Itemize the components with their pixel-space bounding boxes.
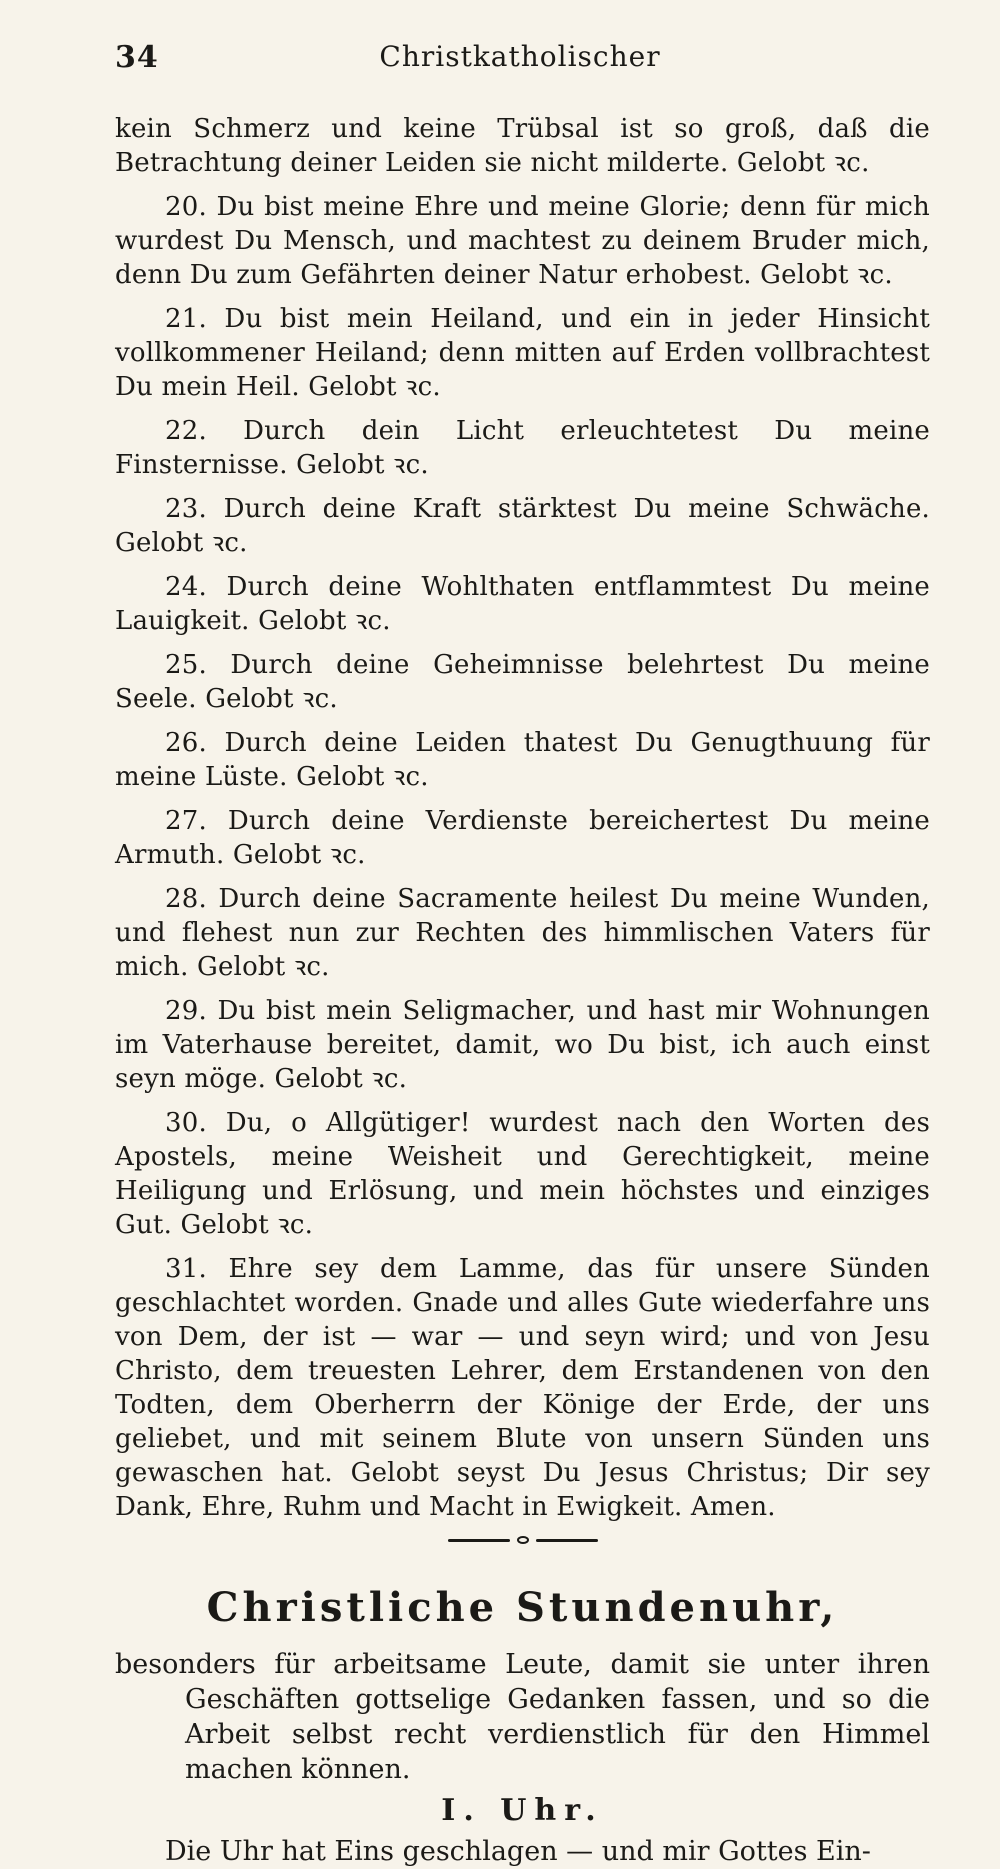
page-number: 34 [115, 40, 159, 75]
paragraph-30: 30. Du, o Allgütiger! wurdest nach den Worten des Apostels, meine Weisheit und Gerechtigkeit, meine Heiligung und Erlösung, und mein höchstes und einziges Gut. Gelobt ꝛc. [115, 1108, 930, 1240]
divider-ornament [517, 1536, 529, 1544]
paragraph-23: 23. Durch deine Kraft stärktest Du meine Schwäche. Gelobt ꝛc. [115, 494, 930, 558]
paragraph-21: 21. Du bist mein Heiland, und ein in jeder Hinsicht vollkommener Heiland; denn mitten auf Erden vollbrachtest Du mein Heil. Gelobt ꝛc. [115, 304, 930, 402]
paragraph-28: 28. Durch deine Sacramente heilest Du meine Wunden, und flehest nun zur Rechten des himmlischen Vaters für mich. Gelobt ꝛc. [115, 884, 930, 982]
paragraph-31: 31. Ehre sey dem Lamme, das für unsere Sünden geschlachtet worden. Gnade und alles Gute wiederfahre uns von Dem, der ist — war — und seyn wird; und von Jesu Christo, dem treuesten Lehrer, dem Erstandenen von den Todten, dem Oberherrn der Könige der Erde, der uns geliebet, und mit seinem Blute von unsern Sünden uns gewaschen hat. Gelobt seyst Du Jesus Christus; Dir sey Dank, Ehre, Ruhm und Macht in Ewigkeit. Amen. [115, 1254, 930, 1522]
paragraph-25: 25. Durch deine Geheimnisse belehrtest Du meine Seele. Gelobt ꝛc. [115, 650, 930, 714]
running-title: Christkatholischer [379, 40, 661, 73]
chapter-heading: I. Uhr. [441, 1793, 604, 1828]
paragraph-26: 26. Durch deine Leiden thatest Du Genugthuung für meine Lüste. Gelobt ꝛc. [115, 728, 930, 792]
paragraph-continuation: kein Schmerz und keine Trübsal ist so groß, daß die Betrachtung deiner Leiden sie nicht milderte. Gelobt ꝛc. [115, 114, 930, 178]
divider-rule-right [536, 1539, 598, 1542]
paragraph-24: 24. Durch deine Wohlthaten entflammtest Du meine Lauigkeit. Gelobt ꝛc. [115, 572, 930, 636]
paragraph-22: 22. Durch dein Licht erleuchtetest Du meine Finsternisse. Gelobt ꝛc. [115, 416, 930, 480]
paragraph-29: 29. Du bist mein Seligmacher, und hast mir Wohnungen im Vaterhause bereitet, damit, wo Du bist, ich auch einst seyn möge. Gelobt ꝛc. [115, 996, 930, 1094]
divider-rule-left [448, 1539, 510, 1542]
paragraph-27: 27. Durch deine Verdienste bereichertest Du meine Armuth. Gelobt ꝛc. [115, 806, 930, 870]
first-line-of-chapter: Die Uhr hat Eins geschlagen — und mir Gottes Ein- [165, 1836, 871, 1867]
paragraph-20: 20. Du bist meine Ehre und meine Glorie; denn für mich wurdest Du Mensch, und machtest zu deinem Bruder mich, denn Du zum Gefährten deiner Natur erhobest. Gelobt ꝛc. [115, 192, 930, 290]
section-title: Christliche Stundenuhr, [206, 1584, 839, 1631]
running-head [115, 40, 925, 80]
section-subtitle: besonders für arbeitsame Leute, damit sie unter ihren Geschäften gottselige Gedanken fassen, und so die Arbeit selbst recht verdienstlich für den Himmel machen können. [115, 1649, 930, 1785]
ornamental-divider [448, 1534, 598, 1546]
page-body [115, 112, 930, 1869]
